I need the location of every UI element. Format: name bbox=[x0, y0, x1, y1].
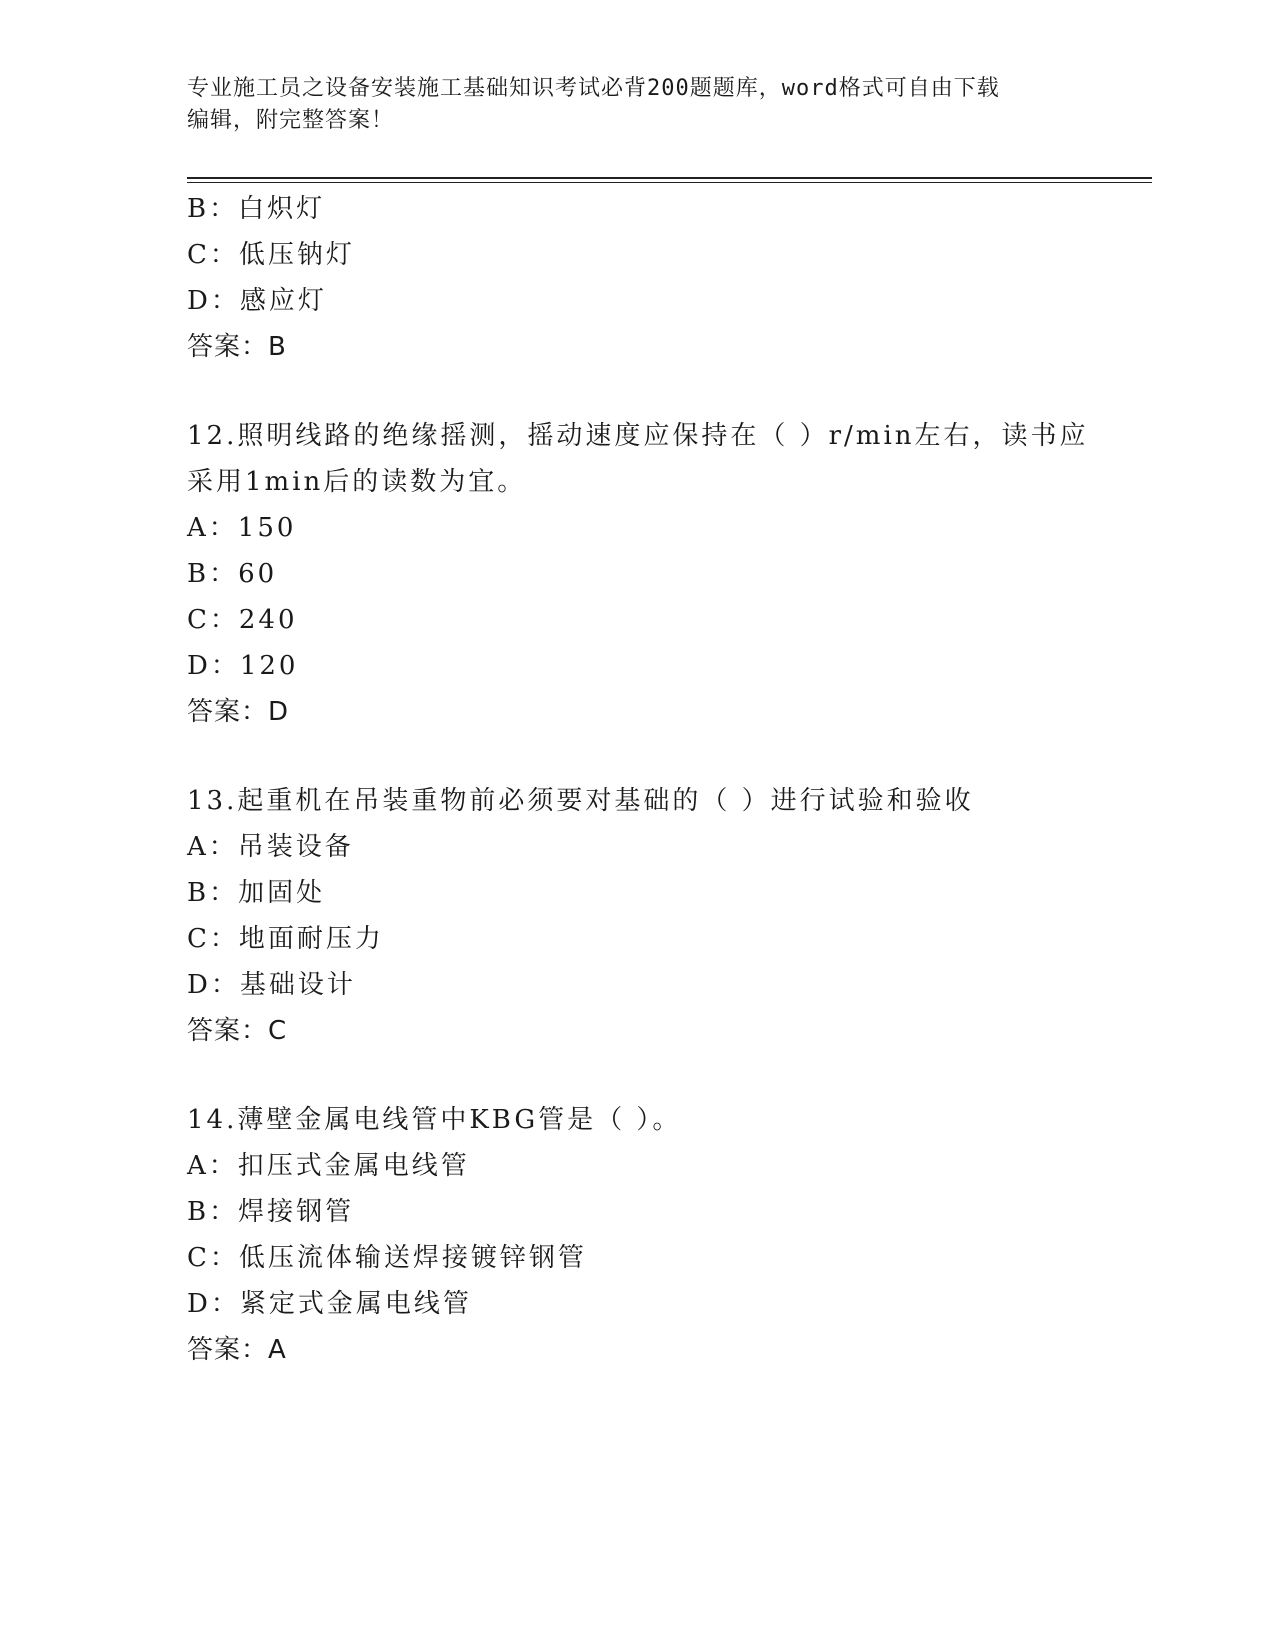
option-d: D：紧定式金属电线管 bbox=[187, 1289, 472, 1319]
header-divider-thin bbox=[187, 182, 1152, 183]
answer: 答案：C bbox=[187, 1016, 288, 1046]
option-d: D：基础设计 bbox=[187, 970, 356, 1000]
option-c: C：地面耐压力 bbox=[187, 924, 384, 954]
answer: 答案：A bbox=[187, 1335, 287, 1365]
option-b: B：焊接钢管 bbox=[187, 1197, 355, 1227]
answer: 答案：D bbox=[187, 697, 290, 727]
option-b: B：加固处 bbox=[187, 878, 326, 908]
question-14 bbox=[187, 1097, 1087, 1373]
header-divider-thick bbox=[187, 177, 1152, 179]
question-list bbox=[187, 186, 1087, 1373]
question-stem: 12.照明线路的绝缘摇测，摇动速度应保持在（ ）r/min左右，读书应 bbox=[187, 421, 1089, 451]
answer: 答案：B bbox=[187, 332, 287, 362]
document-header bbox=[187, 73, 1067, 137]
question-11-tail bbox=[187, 186, 1087, 370]
option-a: A：吊装设备 bbox=[187, 832, 354, 862]
header-line-2: 编辑，附完整答案！ bbox=[187, 108, 395, 133]
option-c: C：低压流体输送焊接镀锌钢管 bbox=[187, 1243, 587, 1273]
header-line-1: 专业施工员之设备安装施工基础知识考试必背200题题库，word格式可自由下载 bbox=[187, 76, 1000, 101]
question-stem: 14.薄壁金属电线管中KBG管是（ ）。 bbox=[187, 1105, 682, 1135]
option-d: D：感应灯 bbox=[187, 286, 327, 316]
option-c: C：低压钠灯 bbox=[187, 240, 355, 270]
question-stem: 13.起重机在吊装重物前必须要对基础的（ ）进行试验和验收 bbox=[187, 786, 974, 816]
option-b: B：60 bbox=[187, 559, 278, 589]
question-13 bbox=[187, 778, 1087, 1054]
option-a: A：150 bbox=[187, 513, 297, 543]
question-stem-continued: 采用1min后的读数为宜。 bbox=[187, 467, 527, 497]
option-d: D：120 bbox=[187, 651, 299, 681]
question-12 bbox=[187, 413, 1087, 735]
option-a: A：扣压式金属电线管 bbox=[187, 1151, 470, 1181]
option-b: B：白炽灯 bbox=[187, 194, 326, 224]
option-c: C：240 bbox=[187, 605, 298, 635]
